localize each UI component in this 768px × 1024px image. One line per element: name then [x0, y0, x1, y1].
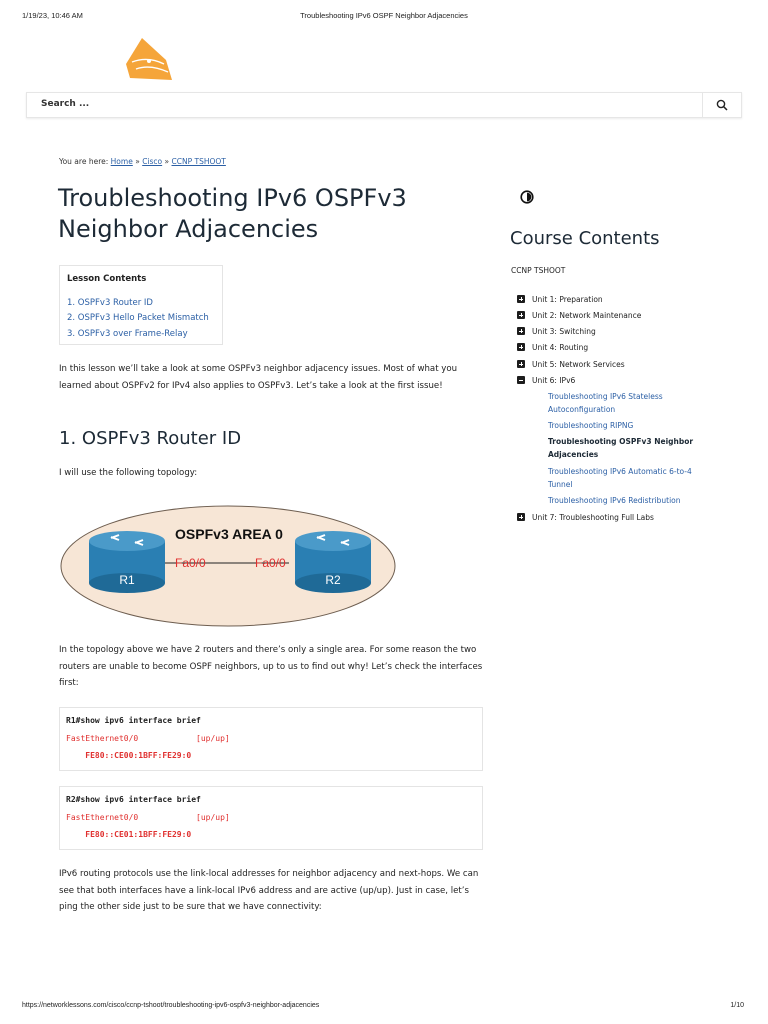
sidebar-unit-6[interactable]: [517, 376, 575, 385]
collapse-icon: [517, 376, 525, 384]
contrast-toggle-icon[interactable]: [520, 190, 534, 204]
sidebar-unit-5[interactable]: [517, 360, 625, 369]
topology-explanation: In the topology above we have 2 routers and there’s only a single area. For some reason the two routers are unable to become OSPF neighbors, up to us to find out why! Let’s check the interfaces first:: [59, 645, 483, 688]
code-command: R1#show ipv6 interface brief: [66, 716, 201, 725]
unit-label: Unit 6: IPv6: [532, 376, 576, 385]
search-input[interactable]: Search ...: [41, 99, 90, 109]
expand-icon: [517, 311, 525, 319]
sidebar-title: Course Contents: [510, 228, 660, 249]
code-command: R2#show ipv6 interface brief: [66, 795, 201, 804]
page-title: Troubleshooting IPv6 OSPFv3 Neighbor Adjacencies: [58, 184, 407, 243]
router-r1-label: R1: [119, 573, 135, 587]
expand-icon: [517, 343, 525, 351]
code-block-r1: [59, 707, 483, 771]
toc-link[interactable]: 3. OSPFv3 over Frame-Relay: [67, 329, 188, 339]
r1-interface-label: Fa0/0: [175, 556, 206, 570]
search-icon: [716, 99, 728, 111]
expand-icon: [517, 513, 525, 521]
area-label: OSPFv3 AREA 0: [175, 526, 283, 542]
sidebar-lesson[interactable]: Troubleshooting IPv6 Redistribution: [548, 496, 681, 505]
sidebar-unit-3[interactable]: [517, 327, 596, 336]
sidebar-unit-1[interactable]: [517, 295, 603, 304]
print-datetime: 1/19/23, 10:46 AM: [22, 11, 83, 20]
sidebar-unit-2[interactable]: [517, 311, 641, 320]
search-bar: [26, 92, 742, 118]
sidebar-lesson-current[interactable]: Troubleshooting OSPFv3 Neighbor Adjacencies: [548, 437, 694, 459]
lesson-contents: [59, 265, 223, 345]
toc-link[interactable]: 1. OSPFv3 Router ID: [67, 298, 153, 308]
topology-text: I will use the following topology:: [59, 468, 198, 478]
unit-label: Unit 2: Network Maintenance: [532, 311, 642, 320]
router-r2-label: R2: [325, 573, 341, 587]
unit-label: Unit 1: Preparation: [532, 295, 603, 304]
link-local-paragraph: IPv6 routing protocols use the link-local addresses for neighbor adjacency and next-hops. We can see that both interfaces have a link-local IPv6 address and are active (up/up). Just in case, let’s ping the other side just to be sure that we have connectivity:: [59, 869, 479, 912]
sidebar-unit-7[interactable]: [517, 513, 654, 522]
breadcrumb-cisco[interactable]: Cisco: [142, 157, 163, 166]
lesson-contents-heading: Lesson Contents: [67, 274, 147, 284]
code-address-line: FE80::CE01:1BFF:FE29:0: [66, 830, 192, 839]
breadcrumb-ccnp-tshoot[interactable]: CCNP TSHOOT: [171, 157, 226, 166]
intro-paragraph: In this lesson we’ll take a look at some OSPFv3 neighbor adjacency issues. Most of what you learned about OSPFv2 for IPv4 also applies to OSPFv3. Let’s take a look at the first issue!: [59, 364, 458, 391]
sidebar-lesson[interactable]: Troubleshooting IPv6 Stateless Autoconfiguration: [548, 392, 663, 414]
toc-link[interactable]: 2. OSPFv3 Hello Packet Mismatch: [67, 313, 209, 323]
unit-label: Unit 3: Switching: [532, 327, 596, 336]
footer-page-number: 1/10: [730, 1002, 744, 1009]
breadcrumb-separator: »: [164, 157, 170, 166]
sidebar-lesson[interactable]: Troubleshooting IPv6 Automatic 6-to-4 Tunnel: [548, 467, 692, 489]
footer-url: https://networklessons.com/cisco/ccnp-tshoot/troubleshooting-ipv6-ospfv3-neighbor-adjacencies: [22, 1002, 320, 1009]
expand-icon: [517, 327, 525, 335]
section-heading: 1. OSPFv3 Router ID: [59, 428, 242, 449]
sidebar-course-name: CCNP TSHOOT: [511, 266, 566, 275]
code-address-line: FE80::CE00:1BFF:FE29:0: [66, 751, 192, 760]
logo-icon: [122, 34, 174, 84]
search-button[interactable]: [702, 93, 741, 117]
breadcrumb-separator: »: [135, 157, 140, 166]
code-block-r2: [59, 786, 483, 850]
code-interface-line: FastEthernet0/0 [up/up]: [66, 734, 230, 743]
breadcrumb-prefix: You are here:: [59, 157, 109, 166]
print-page-title: Troubleshooting IPv6 OSPF Neighbor Adjacencies: [300, 11, 468, 20]
expand-icon: [517, 360, 525, 368]
unit-label: Unit 5: Network Services: [532, 360, 625, 369]
code-interface-line: FastEthernet0/0 [up/up]: [66, 813, 230, 822]
breadcrumb: [59, 157, 226, 166]
site-logo[interactable]: [122, 34, 174, 84]
breadcrumb-home[interactable]: Home: [110, 157, 133, 166]
r2-interface-label: Fa0/0: [255, 556, 286, 570]
sidebar-unit-4[interactable]: [517, 343, 588, 352]
sidebar-lesson[interactable]: Troubleshooting RIPNG: [548, 421, 634, 430]
unit-label: Unit 7: Troubleshooting Full Labs: [532, 513, 654, 522]
unit-label: Unit 4: Routing: [532, 343, 589, 352]
print-header: [22, 11, 746, 23]
topology-diagram: [59, 505, 397, 628]
expand-icon: [517, 295, 525, 303]
